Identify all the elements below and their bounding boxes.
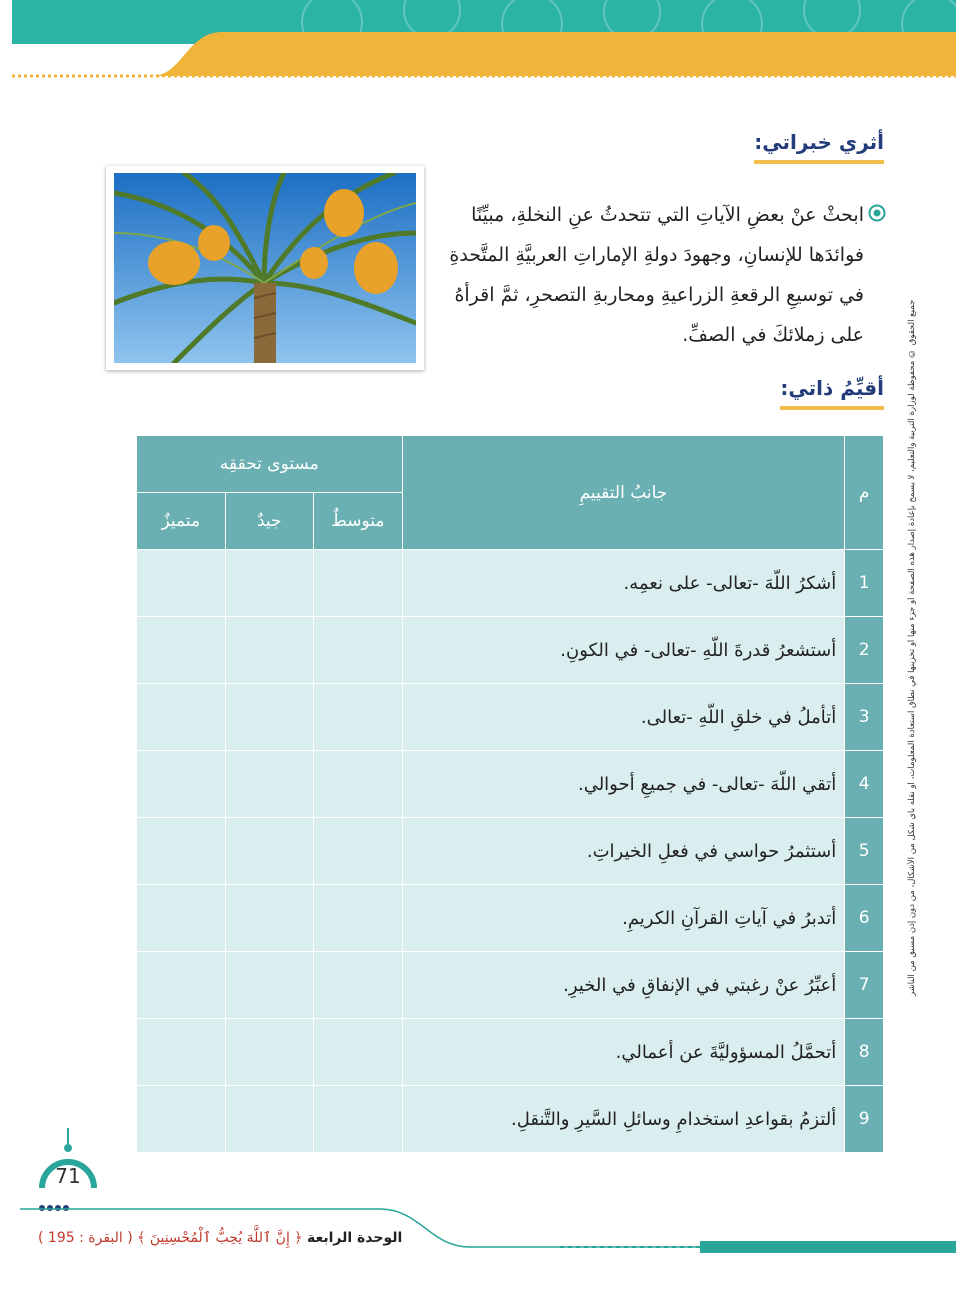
level-cell-excellent[interactable] — [137, 885, 226, 952]
level-cell-average[interactable] — [313, 617, 402, 684]
table-row — [137, 1086, 884, 1153]
row-statement: أتدبرُ في آياتِ القرآنِ الكريمِ. — [402, 885, 845, 952]
level-cell-excellent[interactable] — [137, 684, 226, 751]
level-cell-average[interactable] — [313, 952, 402, 1019]
footer-caption — [38, 1230, 402, 1246]
table-row — [137, 1019, 884, 1086]
header-gold-band — [12, 30, 956, 76]
level-cell-average[interactable] — [313, 1019, 402, 1086]
col-header-number: م — [845, 436, 884, 550]
col-header-aspect: جانبُ التقييمِ — [402, 436, 845, 550]
table-row — [137, 952, 884, 1019]
level-cell-average[interactable] — [313, 751, 402, 818]
level-cell-average[interactable] — [313, 550, 402, 617]
level-cell-good[interactable] — [225, 684, 313, 751]
level-cell-excellent[interactable] — [137, 818, 226, 885]
level-cell-excellent[interactable] — [137, 751, 226, 818]
row-number: 6 — [845, 885, 884, 952]
footer-unit: الوحدة الرابعة — [306, 1230, 403, 1246]
col-header-level: متوسطٌ — [313, 493, 402, 550]
row-number: 8 — [845, 1019, 884, 1086]
row-statement: أشكرُ اللّهَ -تعالى- على نعمِه. — [402, 550, 845, 617]
level-cell-excellent[interactable] — [137, 617, 226, 684]
row-number: 2 — [845, 617, 884, 684]
col-header-level: جيدٌ — [225, 493, 313, 550]
footer-reference: ( البقرة : 195 ) — [38, 1230, 133, 1246]
self-assessment-table — [136, 435, 884, 1153]
row-statement: أتحمَّلُ المسؤوليَّةَ عن أعمالي. — [402, 1019, 845, 1086]
row-number: 5 — [845, 818, 884, 885]
section-title-experience: أثري خبراتي: — [754, 130, 884, 164]
row-statement: أعبِّرُ عنْ رغبتي في الإنفاقِ في الخيرِ. — [402, 952, 845, 1019]
level-cell-excellent[interactable] — [137, 550, 226, 617]
table-row — [137, 818, 884, 885]
level-cell-good[interactable] — [225, 952, 313, 1019]
row-number: 9 — [845, 1086, 884, 1153]
level-cell-good[interactable] — [225, 550, 313, 617]
col-header-level: متميزٌ — [137, 493, 226, 550]
level-cell-excellent[interactable] — [137, 952, 226, 1019]
level-cell-good[interactable] — [225, 885, 313, 952]
level-cell-good[interactable] — [225, 818, 313, 885]
table-row — [137, 885, 884, 952]
level-cell-excellent[interactable] — [137, 1086, 226, 1153]
level-cell-good[interactable] — [225, 1086, 313, 1153]
page-number: 71 — [55, 1164, 81, 1188]
level-cell-average[interactable] — [313, 684, 402, 751]
row-statement: أتقي اللّهَ -تعالى- في جميعِ أحوالي. — [402, 751, 845, 818]
row-statement: أستشعرُ قدرةَ اللّهِ -تعالى- في الكونِ. — [402, 617, 845, 684]
row-number: 4 — [845, 751, 884, 818]
header-dotted-line — [12, 72, 956, 80]
table-row — [137, 751, 884, 818]
table-row — [137, 617, 884, 684]
col-header-level-group: مستوى تحققِه — [137, 436, 403, 493]
section-title-self-assessment: أقيِّمُ ذاتي: — [780, 376, 884, 410]
table-row — [137, 550, 884, 617]
row-number: 7 — [845, 952, 884, 1019]
footer-verse: ﴿ إِنَّ ٱللَّهَ يُحِبُّ ٱلْمُحْسِنِينَ ﴾ — [137, 1230, 303, 1246]
row-statement: أتأملُ في خلقِ اللّهِ -تعالى. — [402, 684, 845, 751]
level-cell-average[interactable] — [313, 1086, 402, 1153]
copyright-side-note: جميع الحقوق © محفوظة لوزارة التربية والتعليم، لا يسمح بإعادة إصدار هذه الصفحة أو جزء منها أو تخزينها في نطاق استعادة المعلومات، أو نقله بأي شكل من الأشكال، من دون إذن مسبق من الناشر — [907, 300, 917, 997]
level-cell-excellent[interactable] — [137, 1019, 226, 1086]
level-cell-average[interactable] — [313, 885, 402, 952]
bullet-target-icon — [868, 204, 886, 222]
row-statement: ألتزمُ بقواعدِ استخدامِ وسائلِ السَّيرِ والتَّنقلِ. — [402, 1086, 845, 1153]
palm-tree-image — [114, 173, 416, 363]
row-number: 3 — [845, 684, 884, 751]
level-cell-good[interactable] — [225, 1019, 313, 1086]
row-statement: أستثمرُ حواسي في فعلِ الخيراتِ. — [402, 818, 845, 885]
level-cell-average[interactable] — [313, 818, 402, 885]
row-number: 1 — [845, 550, 884, 617]
experience-paragraph: ابحثْ عنْ بعضِ الآياتِ التي تتحدثُ عنِ النخلةِ، مبيِّنًا فوائدَها للإنسانِ، وجهودَ دولةِ الإماراتِ العربيَّةِ المتَّحدةِ في توسيعِ الرقعةِ الزراعيةِ ومحاربةِ التصحرِ، ثمَّ اقرأهُ على زملائكَ في الصفِّ. — [449, 204, 864, 346]
level-cell-good[interactable] — [225, 617, 313, 684]
palm-tree-photo — [106, 166, 424, 370]
table-row — [137, 684, 884, 751]
level-cell-good[interactable] — [225, 751, 313, 818]
